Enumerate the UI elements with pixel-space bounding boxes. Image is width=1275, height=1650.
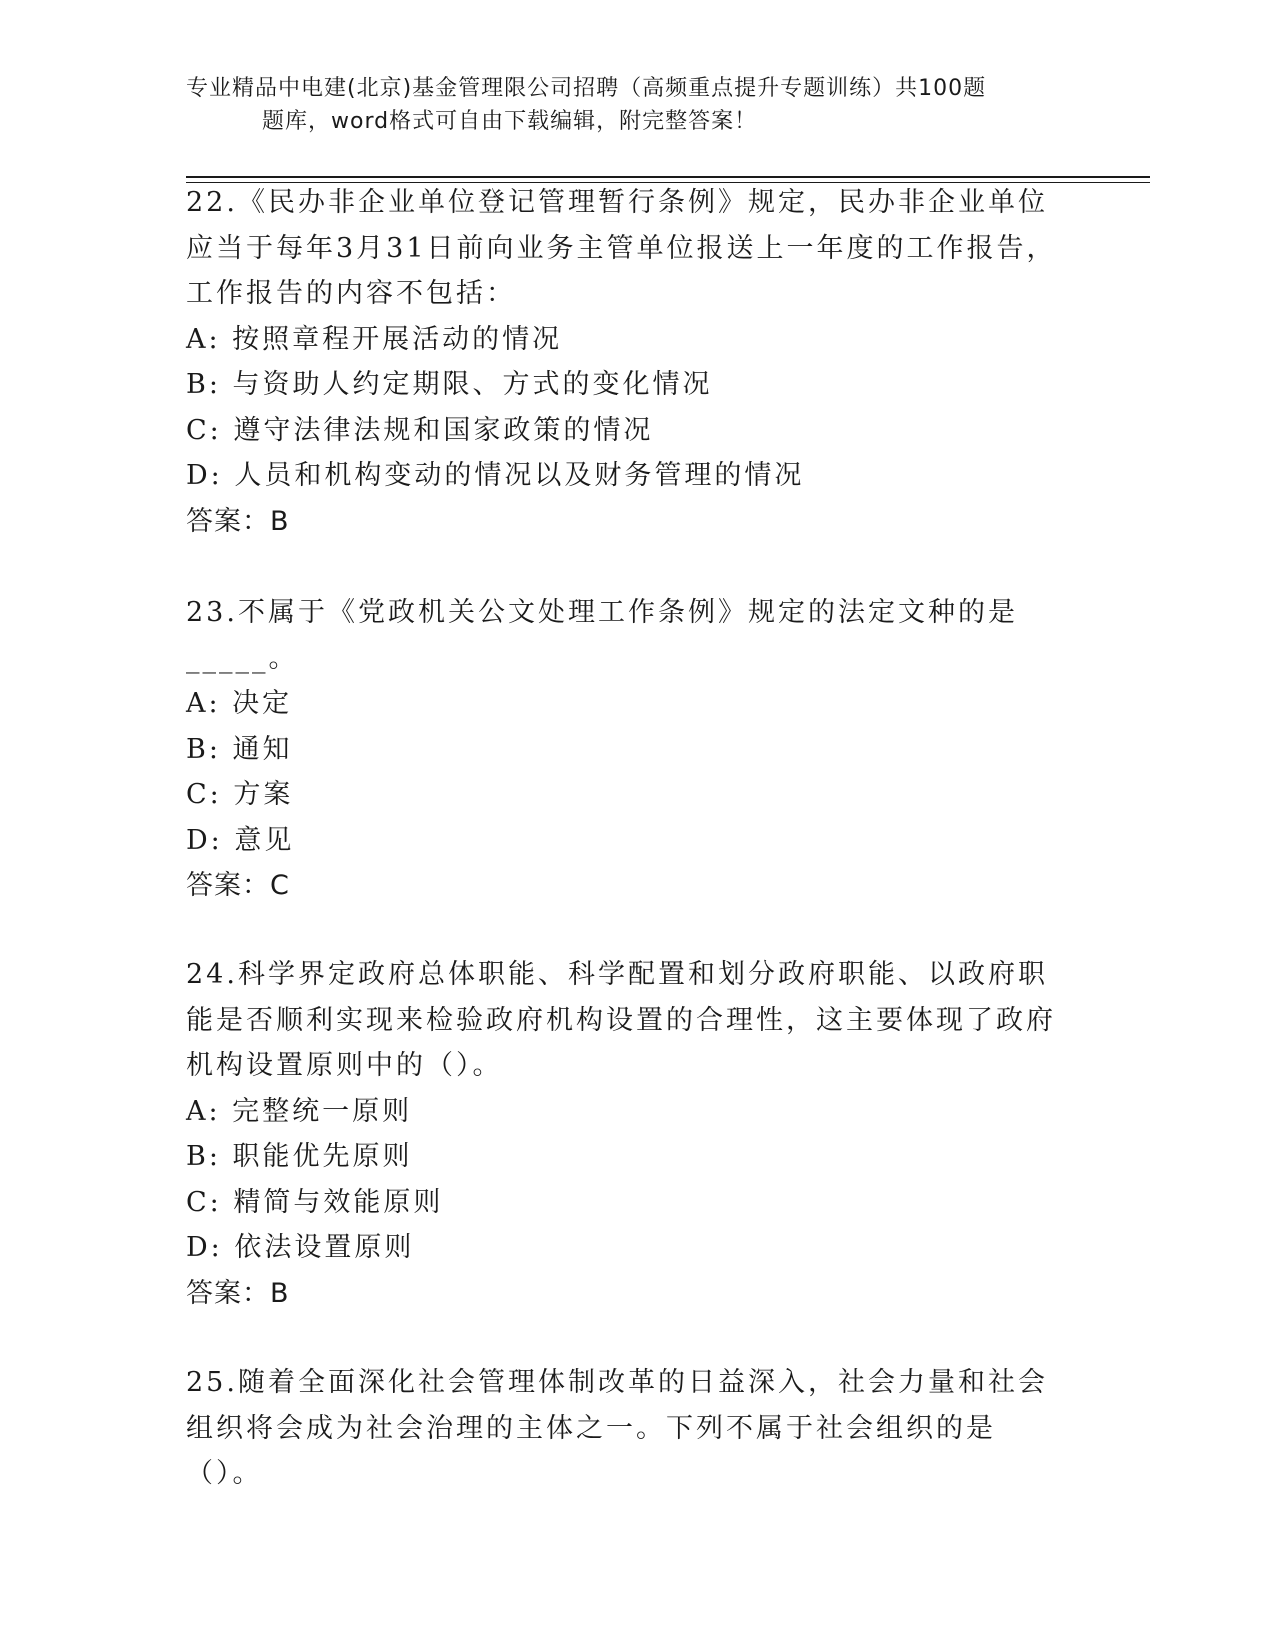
header-title-line-2: 题库，word格式可自由下载编辑，附完整答案！ — [262, 109, 758, 134]
option-a: A: 按照章程开展活动的情况 — [186, 323, 563, 355]
question-text: 25.随着全面深化社会管理体制改革的日益深入，社会力量和社会组织将会成为社会治理的主体之一。下列不属于社会组织的是（）。 — [186, 1367, 1048, 1489]
option-d: D: 人员和机构变动的情况以及财务管理的情况 — [186, 460, 805, 491]
question-text: 22.《民办非企业单位登记管理暂行条例》规定，民办非企业单位应当于每年3月31日前向业务主管单位报送上一年度的工作报告，工作报告的内容不包括： — [186, 187, 1057, 309]
option-a: A: 决定 — [186, 688, 293, 719]
answer-label: 答案：B — [186, 505, 290, 537]
header-divider-thick — [186, 176, 1150, 178]
header-title-line-1: 专业精品中电建(北京)基金管理限公司招聘（高频重点提升专题训练）共100题 — [186, 76, 987, 101]
question-22 — [186, 180, 1066, 544]
answer-label: 答案：C — [186, 870, 290, 901]
question-text: 23.不属于《党政机关公文处理工作条例》规定的法定文种的是_____。 — [186, 597, 1018, 674]
option-c: C: 遵守法律法规和国家政策的情况 — [186, 414, 654, 446]
question-24 — [186, 952, 1066, 1316]
question-text: 24.科学界定政府总体职能、科学配置和划分政府职能、以政府职能是否顺利实现来检验政府机构设置的合理性，这主要体现了政府机构设置原则中的（）。 — [186, 959, 1056, 1081]
option-b: B: 通知 — [186, 733, 293, 765]
option-a: A: 完整统一原则 — [186, 1095, 413, 1127]
document-header — [186, 72, 1066, 138]
option-c: C: 方案 — [186, 779, 294, 810]
option-d: D: 依法设置原则 — [186, 1232, 415, 1263]
answer-label: 答案：B — [186, 1277, 290, 1309]
option-c: C: 精简与效能原则 — [186, 1186, 444, 1218]
option-d: D: 意见 — [186, 824, 295, 856]
question-23 — [186, 590, 1066, 909]
option-b: B: 职能优先原则 — [186, 1141, 413, 1172]
option-b: B: 与资助人约定期限、方式的变化情况 — [186, 369, 713, 400]
question-25 — [186, 1360, 1066, 1497]
